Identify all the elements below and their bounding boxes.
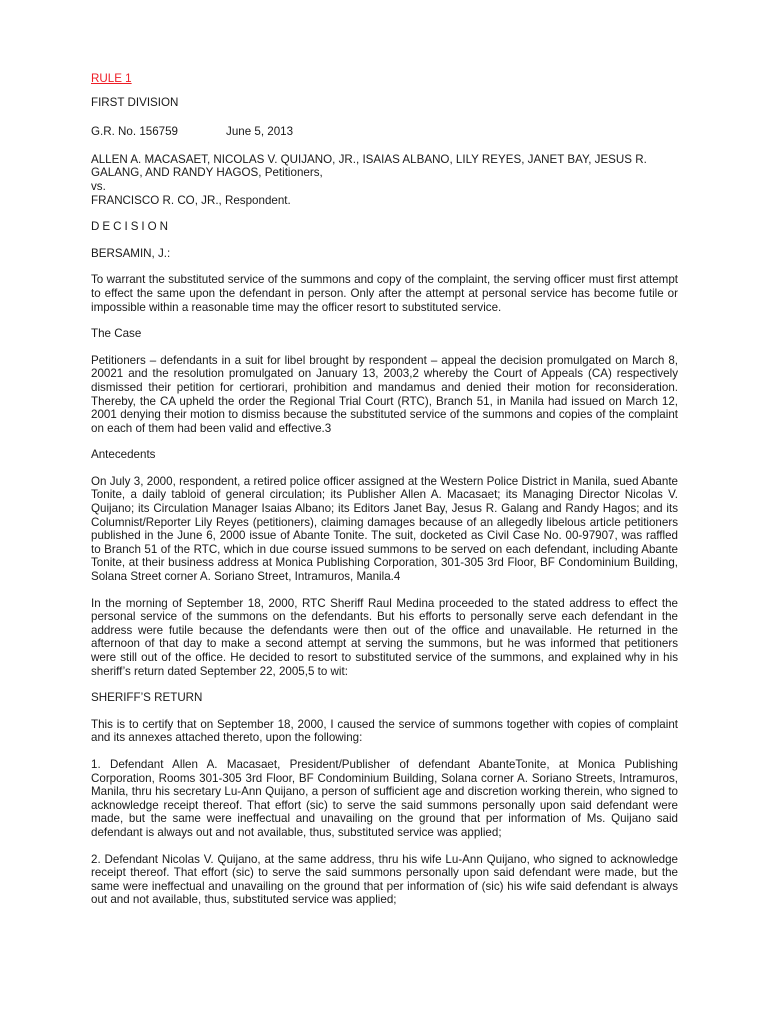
sheriff-paragraph: In the morning of September 18, 2000, RTC Sheriff Raul Medina proceeded to the stated address to effect the personal service of the summons on the defendants. But his efforts to personally serve each defendant in the address were futile because the defendants were then out of the office and unavailable. He returned in the afternoon of that day to make a second attempt at serving the summons, but he was informed that petitioners were still out of the office. He decided to resort to substituted service of the summons, and explained why in his sheriff’s return dated September 22, 2005,5 to wit: bbox=[91, 596, 678, 678]
case-heading: The Case bbox=[91, 327, 142, 341]
decision-date: June 5, 2013 bbox=[226, 125, 294, 139]
case-paragraph: Petitioners – defendants in a suit for libel brought by respondent – appeal the decision promulgated on March 8, 20021 and the resolution promulgated on January 13, 2003,2 whereby the Court of Appeals (CA) respectively dismissed their petition for certiorari, prohibition and mandamus and denied their motion for reconsideration. Thereby, the CA upheld the order the Regional Trial Court (RTC), Branch 51, in Manila had issued on March 12, 2001 denying their motion to dismiss because the substituted service of the summons and copies of the complaint on each of them had been valid and effective.3 bbox=[91, 353, 678, 435]
intro-paragraph: To warrant the substituted service of the summons and copy of the complaint, the serving officer must first attempt to effect the same upon the defendant in person. Only after the attempt at personal service has become futile or impossible within a reasonable time may the officer resort to substituted service. bbox=[91, 273, 678, 314]
rule-heading: RULE 1 bbox=[91, 72, 132, 85]
ponente: BERSAMIN, J.: bbox=[91, 246, 171, 260]
sheriff-return-heading: SHERIFF’S RETURN bbox=[91, 691, 203, 705]
division-heading: FIRST DIVISION bbox=[91, 95, 179, 109]
gr-number: G.R. No. 156759 bbox=[91, 125, 179, 139]
parties-block bbox=[91, 153, 678, 207]
decision-heading: DECISION bbox=[91, 220, 172, 234]
document-page bbox=[91, 72, 678, 920]
return-item-2: 2. Defendant Nicolas V. Quijano, at the same address, thru his wife Lu-Ann Quijano, who signed to acknowledge receipt thereof. That effort (sic) to serve the said summons personally upon said defendant were made, but the same were ineffectual and unavailing on the ground that per information of (sic) his wife said defendant is always out and not available, thus, substituted service was applied; bbox=[91, 852, 678, 907]
antecedents-paragraph: On July 3, 2000, respondent, a retired police officer assigned at the Western Police District in Manila, sued Abante Tonite, a daily tabloid of general circulation; its Publisher Allen A. Macasaet; its Managing Director Nicolas V. Quijano; its Circulation Manager Isaias Albano; its Editors Janet Bay, Jesus R. Galang and Randy Hagos; and its Columnist/Reporter Lily Reyes (petitioners), claiming damages because of an allegedly libelous article petitioners published in the June 6, 2000 issue of Abante Tonite. The suit, docketed as Civil Case No. 00-97907, was raffled to Branch 51 of the RTC, which in due course issued summons to be served on each defendant, including Abante Tonite, at their business address at Monica Publishing Corporation, 301-305 3rd Floor, BF Condominium Building, Solana Street corner A. Soriano Street, Intramuros, Manila.4 bbox=[91, 474, 678, 584]
sheriff-return-intro: This is to certify that on September 18, 2000, I caused the service of summons together with copies of complaint and its annexes attached thereto, upon the following: bbox=[91, 717, 678, 745]
petitioners-text: ALLEN A. MACASAET, NICOLAS V. QUIJANO, JR., ISAIAS ALBANO, LILY REYES, JANET BAY, JESUS R. GALANG, AND RANDY HAGOS, Petitioners, bbox=[91, 152, 647, 180]
antecedents-heading: Antecedents bbox=[91, 448, 156, 462]
respondent-text: FRANCISCO R. CO, JR., Respondent. bbox=[91, 193, 291, 207]
case-number-line bbox=[91, 125, 678, 139]
return-item-1: 1. Defendant Allen A. Macasaet, President/Publisher of defendant AbanteTonite, at Monica Publishing Corporation, Rooms 301-305 3rd Floor, BF Condominium Building, Solana corner A. Soriano Streets, Intramuros, Manila, thru his secretary Lu-Ann Quijano, a person of sufficient age and discretion working therein, who signed to acknowledge receipt thereof. That effort (sic) to serve the said summons personally upon said defendant were made, but the same were ineffectual and unavailing on the ground that per information of Ms. Quijano said defendant is always out and not available, thus, substituted service was applied; bbox=[91, 757, 678, 839]
versus-text: vs. bbox=[91, 179, 106, 193]
